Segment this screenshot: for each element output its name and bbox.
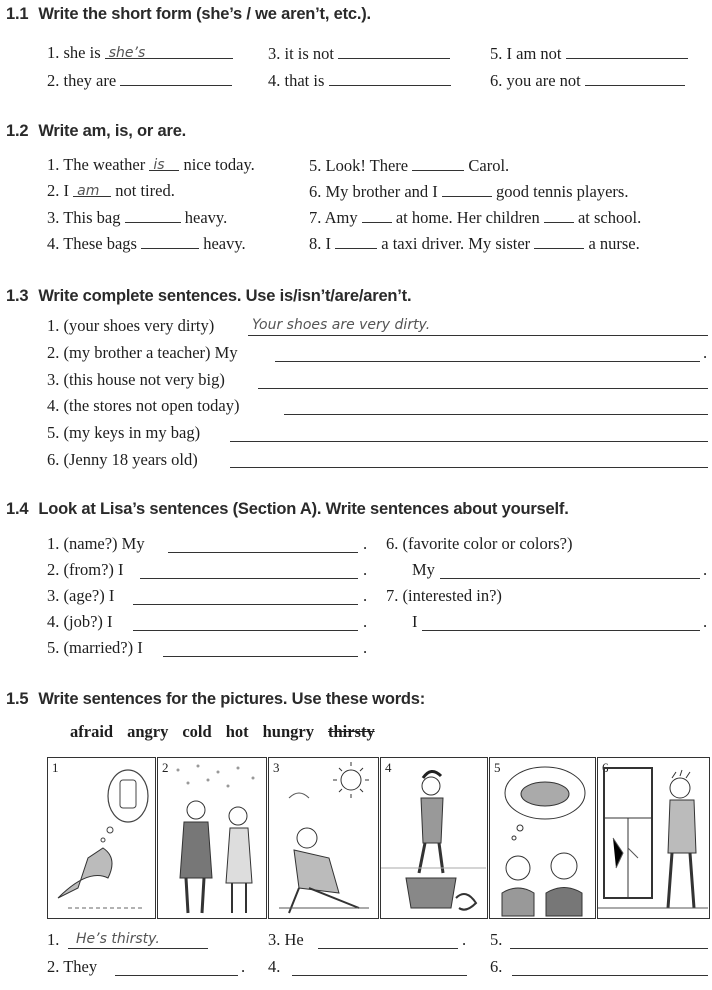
answer-blank[interactable] <box>125 207 181 223</box>
exercise-1-5-item-2: 2. They <box>47 957 98 976</box>
answer-blank[interactable] <box>73 181 111 197</box>
section-1-1-heading <box>6 5 371 24</box>
item-label: 6. you are not <box>490 71 581 90</box>
exercise-1-4-item-1: 1. (name?) My <box>47 534 145 553</box>
answer-line[interactable] <box>163 656 358 657</box>
period: . <box>703 612 708 631</box>
item-text: 1. The weather <box>47 155 146 174</box>
item-text: nice today. <box>183 155 255 174</box>
cold-couple-illustration <box>158 758 265 917</box>
exercise-1-1-item-6 <box>490 70 685 91</box>
item-text: not tired. <box>115 181 175 200</box>
exercise-1-4-item-2: 2. (from?) I <box>47 560 124 579</box>
answer-line[interactable] <box>68 948 208 949</box>
word-hungry: hungry <box>262 722 314 741</box>
answer-blank[interactable] <box>329 70 451 86</box>
answer-blank[interactable] <box>412 155 464 171</box>
exercise-1-4-item-4: 4. (job?) I <box>47 612 113 631</box>
answer-line[interactable] <box>510 948 708 949</box>
answer-blank[interactable] <box>566 43 688 59</box>
answer-line[interactable] <box>422 630 700 631</box>
period: . <box>363 612 368 631</box>
exercise-1-4-item-5: 5. (married?) I <box>47 638 143 657</box>
exercise-1-5-item-1: 1. <box>47 930 60 949</box>
word-angry: angry <box>127 722 169 741</box>
item-text: 3. This bag <box>47 208 121 227</box>
item-text: heavy. <box>203 234 246 253</box>
exercise-1-2-item-5 <box>309 155 509 176</box>
answer-blank[interactable] <box>149 155 179 171</box>
period: . <box>241 957 246 976</box>
exercise-1-2-item-6 <box>309 181 628 202</box>
answer-blank[interactable] <box>534 233 584 249</box>
word-thirsty-crossed-out: thirsty <box>327 722 375 741</box>
hot-man-sun-illustration <box>269 758 377 917</box>
exercise-1-4-item-6: 6. (favorite color or colors?) <box>386 534 573 553</box>
item-text: heavy. <box>184 208 228 227</box>
section-title: Write complete sentences. Use is/isn’t/are/aren’t. <box>38 287 412 305</box>
picture-panel-5 <box>489 757 596 919</box>
exercise-1-3-item-1: 1. (your shoes very dirty) <box>47 316 215 335</box>
answer-blank[interactable] <box>585 70 685 86</box>
answer-line[interactable] <box>115 975 238 976</box>
exercise-1-3-item-2: 2. (my brother a teacher) My <box>47 343 238 362</box>
item-label: 5. I am not <box>490 44 562 63</box>
exercise-1-3-item-4: 4. (the stores not open today) <box>47 396 240 415</box>
picture-panel-1 <box>47 757 156 919</box>
item-label: 1. she is <box>47 43 101 62</box>
exercise-1-5-item-5: 5. <box>490 930 503 949</box>
handwritten-answer: she’s <box>108 45 146 61</box>
item-text: 4. These bags <box>47 234 137 253</box>
item-label: 3. it is not <box>268 44 335 63</box>
exercise-1-1-item-3 <box>268 43 450 64</box>
answer-blank[interactable] <box>338 43 450 59</box>
section-1-3-heading <box>6 287 411 306</box>
section-title: Write sentences for the pictures. Use these words: <box>38 690 426 708</box>
exercise-1-5-item-3: 3. He <box>268 930 304 949</box>
item-text: Carol. <box>468 156 510 175</box>
item-text: 5. Look! There <box>309 156 409 175</box>
exercise-1-4-item-7: 7. (interested in?) <box>386 586 502 605</box>
answer-line[interactable] <box>512 975 708 976</box>
exercise-1-2-item-3 <box>47 207 227 228</box>
item-text: a taxi driver. My sister <box>381 234 531 253</box>
section-1-4-heading <box>6 500 569 519</box>
hungry-boys-illustration <box>490 758 594 917</box>
afraid-girl-snake-illustration <box>381 758 486 917</box>
picture-panel-3 <box>268 757 379 919</box>
picture-panel-6 <box>597 757 710 919</box>
panel-number: 1 <box>52 760 59 775</box>
answer-line[interactable] <box>440 578 700 579</box>
exercise-1-5-item-4: 4. <box>268 957 281 976</box>
answer-line[interactable] <box>230 441 708 442</box>
exercise-1-3-item-5: 5. (my keys in my bag) <box>47 423 201 442</box>
exercise-1-2-item-4 <box>47 233 246 254</box>
item-label: 4. that is <box>268 71 325 90</box>
picture-panel-4 <box>380 757 488 919</box>
exercise-1-3-item-3: 3. (this house not very big) <box>47 370 225 389</box>
section-number: 1.5 <box>6 690 29 708</box>
period: . <box>462 930 467 949</box>
period: . <box>703 560 708 579</box>
item-text: 2. I <box>47 181 69 200</box>
answer-blank[interactable] <box>105 43 233 59</box>
section-number: 1.3 <box>6 287 29 305</box>
section-title: Write am, is, or are. <box>38 122 187 140</box>
word-bank <box>70 722 389 742</box>
panel-number: 4 <box>385 760 392 775</box>
item-text: at home. Her children <box>395 208 540 227</box>
item-text: My <box>412 560 435 579</box>
answer-line[interactable] <box>140 578 358 579</box>
exercise-1-4-item-3: 3. (age?) I <box>47 586 115 605</box>
item-text: 8. I <box>309 234 331 253</box>
period: . <box>363 560 368 579</box>
word-cold: cold <box>182 722 212 741</box>
item-label: 2. they are <box>47 71 117 90</box>
section-number: 1.2 <box>6 122 29 140</box>
answer-line[interactable] <box>133 604 358 605</box>
exercise-1-5-item-6: 6. <box>490 957 503 976</box>
answer-blank[interactable] <box>120 70 232 86</box>
panel-number: 6 <box>602 760 609 775</box>
picture-panel-2 <box>157 757 267 919</box>
period: . <box>363 638 368 657</box>
exercise-1-3-item-6: 6. (Jenny 18 years old) <box>47 450 198 469</box>
answer-line[interactable] <box>318 948 458 949</box>
answer-line[interactable] <box>230 467 708 468</box>
answer-line[interactable] <box>168 552 358 553</box>
period: . <box>363 534 368 553</box>
handwritten-answer: am <box>77 183 100 199</box>
section-number: 1.4 <box>6 500 29 518</box>
handwritten-answer: He’s thirsty. <box>76 931 160 947</box>
answer-line[interactable] <box>248 335 708 336</box>
exercise-1-2-item-8 <box>309 233 640 254</box>
panel-number: 3 <box>273 760 280 775</box>
handwritten-answer: is <box>153 157 165 173</box>
exercise-1-2-item-7 <box>309 207 641 228</box>
word-hot: hot <box>225 722 249 741</box>
answer-blank[interactable] <box>335 233 377 249</box>
item-text: 6. My brother and I <box>309 182 438 201</box>
exercise-1-2-item-2 <box>47 181 175 201</box>
item-text: at school. <box>577 208 642 227</box>
answer-line[interactable] <box>258 388 708 389</box>
panel-number: 2 <box>162 760 169 775</box>
angry-man-window-illustration <box>598 758 708 917</box>
panel-number: 5 <box>494 760 501 775</box>
word-afraid: afraid <box>70 722 114 741</box>
answer-blank[interactable] <box>544 207 574 223</box>
exercise-1-1-item-1 <box>47 43 233 63</box>
item-text: I <box>412 612 418 631</box>
handwritten-answer: Your shoes are very dirty. <box>252 317 431 333</box>
answer-line[interactable] <box>284 414 708 415</box>
period: . <box>703 343 708 362</box>
section-1-2-heading <box>6 122 186 141</box>
answer-blank[interactable] <box>141 233 199 249</box>
exercise-1-1-item-5 <box>490 43 688 64</box>
answer-line[interactable] <box>275 361 700 362</box>
item-text: 7. Amy <box>309 208 358 227</box>
section-title: Write the short form (she’s / we aren’t, etc.). <box>38 5 371 23</box>
section-1-5-heading <box>6 690 425 709</box>
answer-line[interactable] <box>133 630 358 631</box>
section-number: 1.1 <box>6 5 29 23</box>
thirsty-man-desert-illustration <box>48 758 154 917</box>
exercise-1-1-item-4 <box>268 70 451 91</box>
answer-line[interactable] <box>292 975 467 976</box>
period: . <box>363 586 368 605</box>
item-text: good tennis players. <box>496 182 629 201</box>
answer-blank[interactable] <box>362 207 392 223</box>
answer-blank[interactable] <box>442 181 492 197</box>
section-title: Look at Lisa’s sentences (Section A). Write sentences about yourself. <box>38 500 569 518</box>
exercise-1-1-item-2 <box>47 70 232 91</box>
exercise-1-2-item-1 <box>47 155 255 175</box>
item-text: a nurse. <box>588 234 640 253</box>
